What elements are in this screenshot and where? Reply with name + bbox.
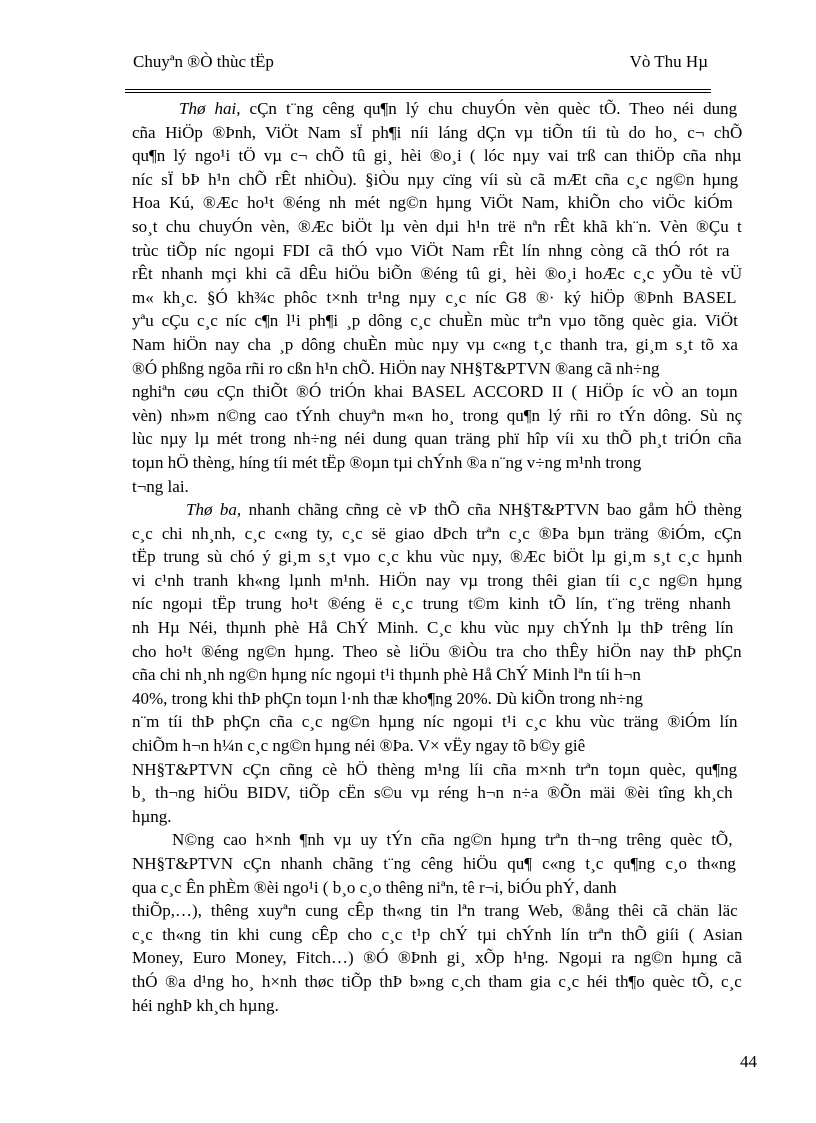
paragraph-line: qu¶n lý ngo¹i tÖ vµ c¬ chÕ tû gi¸ hèi ®o¸i ( lóc nµy vai trß can thiÖp cña nhµ xyxy=(132,146,742,166)
paragraph-line: 40%, trong khi thÞ phÇn toµn l·nh thæ kho¶ng 20%. Dù kiÕn trong nh÷ng xyxy=(132,688,643,708)
paragraph-line: trùc tiÕp níc ngoµi FDI cã thÓ vµo ViÖt Nam rÊt lín nhng còng cã thÓ rót ra xyxy=(132,240,730,260)
paragraph-line: toµn hÖ thèng, híng tíi mét tËp ®oµn tµi chÝnh ®a n¨ng v÷ng m¹nh trong xyxy=(132,452,642,472)
paragraph-line: ®Ó phßng ngõa rñi ro cßn h¹n chÕ. HiÖn nay NH§T&PTVN ®ang cã nh÷ng xyxy=(132,358,660,378)
page-number: 44 xyxy=(740,1052,757,1071)
paragraph-third xyxy=(132,498,742,828)
paragraph-second xyxy=(132,97,742,498)
paragraph-line: t¬ng lai. xyxy=(132,476,189,496)
paragraph-line: n¨m tíi thÞ phÇn cña c¸c ng©n hµng níc ngoµi t¹i c¸c khu vùc träng ®iÓm lín xyxy=(132,712,738,732)
paragraph-line: Money, Euro Money, Fitch…) ®Ó ®Þnh gi¸ xÕp h¹ng. Ngoµi ra ng©n hµng cã xyxy=(132,948,742,968)
paragraph-line: nh Hµ Néi, thµnh phè Hå ChÝ Minh. C¸c khu vùc nµy chÝnh lµ thÞ trêng lín xyxy=(132,618,734,638)
paragraph-line: b¸ th¬ng hiÖu BIDV, tiÕp cËn s©u vµ réng h¬n n÷a ®Õn mäi ®èi tîng kh¸ch xyxy=(132,783,733,803)
header-rule-inner xyxy=(125,92,711,93)
paragraph-line: yªu cÇu c¸c níc c¶n l¹i ph¶i ¸p dông c¸c chuÈn mùc trªn vµo tõng quèc gia. ViÖt xyxy=(132,311,738,331)
header-author: Vò Thu Hµ xyxy=(629,52,708,71)
paragraph-line: c¸c chi nh¸nh, c¸c c«ng ty, c¸c së giao dÞch trªn c¸c ®Þa bµn träng ®iÓm, cÇn xyxy=(132,523,742,543)
paragraph-line: cho ho¹t ®éng ng©n hµng. Theo sè liÖu ®iÒu tra cho thÊy hiÖn nay thÞ phÇn xyxy=(132,641,742,661)
paragraph-line: c¸c th«ng tin khi cung cÊp cho c¸c t¹p chÝ tµi chÝnh lín trªn thÕ giíi ( Asian xyxy=(132,924,743,944)
paragraph-line: tËp trung sù chó ý gi¸m s¸t vµo c¸c khu vùc nµy, ®Æc biÖt lµ gi¸m s¸t c¸c hµnh xyxy=(132,547,743,567)
paragraph-line: cña chi nh¸nh ng©n hµng níc ngoµi t¹i thµnh phè Hå ChÝ Minh lªn tíi h¬n xyxy=(132,665,641,685)
paragraph-lead: Thø hai, xyxy=(179,99,241,118)
paragraph-line: NH§T&PTVN cÇn cñng cè hÖ thèng m¹ng líi cña m×nh trªn toµn quèc, qu¶ng xyxy=(132,759,738,779)
paragraph-line: Thø hai, cÇn t¨ng cêng qu¶n lý chu chuyÓn vèn quèc tÕ. Theo néi dung xyxy=(179,99,738,118)
paragraph-line: Thø ba, nhanh chãng cñng cè vÞ thÕ cña NH§T&PTVN bao gåm hÖ thèng xyxy=(186,500,742,520)
paragraph-line: Nam hiÖn nay cha ¸p dông chuÈn mùc nµy vµ c«ng t¸c thanh tra, gi¸m s¸t tõ xa xyxy=(132,334,738,354)
header-rule xyxy=(125,89,711,90)
page-header xyxy=(133,52,708,76)
paragraph-lead: Thø ba, xyxy=(186,500,242,520)
paragraph-line: Hoa Kú, ®Æc ho¹t ®éng nh mét ng©n hµng ViÖt Nam, khiÕn cho viÖc kiÓm xyxy=(132,193,733,213)
paragraph-line: nghiªn cøu cÇn thiÕt ®Ó triÓn khai BASEL ACCORD II ( HiÖp íc vÒ an toµn xyxy=(132,382,738,402)
paragraph-line: héi nghÞ kh¸ch hµng. xyxy=(132,995,279,1015)
paragraph-line: lùc nµy lµ mét trong nh÷ng néi dung quan träng phï hîp víi xu thÕ ph¸t triÓn cña xyxy=(132,429,742,449)
paragraph-line: so¸t chu chuyÓn vèn, ®Æc biÖt lµ vèn dµi h¹n trë nªn rÊt khã kh¨n. Vèn ®Çu t xyxy=(132,216,742,236)
paragraph-line: thÓ ®a d¹ng ho¸ h×nh thøc tiÕp thÞ b»ng c¸ch tham gia c¸c héi th¶o quèc tÕ, c¸c xyxy=(132,971,742,991)
paragraph-line: níc ngoµi tËp trung ho¹t ®éng ë c¸c trung t©m kinh tÕ lín, t¨ng trëng nhanh xyxy=(132,594,731,614)
paragraph-line: vi c¹nh tranh kh«ng lµnh m¹nh. HiÖn nay vµ trong thêi gian tíi c¸c ng©n hµng xyxy=(132,570,743,590)
paragraph-line: cña HiÖp ®Þnh, ViÖt Nam sÏ ph¶i níi láng dÇn vµ tiÕn tíi tù do ho¸ c¬ chÕ xyxy=(132,122,743,142)
paragraph-line: níc sÏ bÞ h¹n chÕ rÊt nhiÒu). §iÒu nµy cïng víi sù cã mÆt cña c¸c ng©n hµng xyxy=(132,169,739,189)
paragraph-line: chiÕm h¬n h¼n c¸c ng©n hµng néi ®Þa. V× vËy ngay tõ b©y giê xyxy=(132,736,586,756)
paragraph-line: m« kh¸c. §Ó kh¾c phôc t×nh tr¹ng nµy c¸c níc G8 ®· ký hiÖp ®Þnh BASEL xyxy=(132,287,737,307)
paragraph-line: NH§T&PTVN cÇn nhanh chãng t¨ng cêng hiÖu qu¶ c«ng t¸c qu¶ng c¸o th«ng xyxy=(132,854,736,873)
paragraph-line: N©ng cao h×nh ¶nh vµ uy tÝn cña ng©n hµng trªn th¬ng trêng quèc tÕ, xyxy=(172,830,733,850)
document-body xyxy=(132,97,742,1017)
header-title: Chuyªn ®Ò thùc tËp xyxy=(133,52,274,71)
paragraph-line: rÊt nhanh mçi khi cã dÊu hiÖu biÕn ®éng tû gi¸ hèi ®o¸i hoÆc c¸c yÕu tè vÜ xyxy=(132,264,743,284)
paragraph-fourth xyxy=(132,828,742,1017)
paragraph-line: vèn) nh»m n©ng cao tÝnh chuyªn m«n ho¸ trong qu¶n lý rñi ro tÝn dông. Sù nç xyxy=(132,405,743,425)
paragraph-line: qua c¸c Ên phÈm ®èi ngo¹i ( b¸o c¸o thêng niªn, tê r¬i, biÓu phÝ, danh xyxy=(132,877,617,897)
paragraph-line: thiÕp,…), thêng xuyªn cung cÊp th«ng tin lªn trang Web, ®ång thêi cã chän läc xyxy=(132,901,738,921)
paragraph-line: hµng. xyxy=(132,806,172,826)
